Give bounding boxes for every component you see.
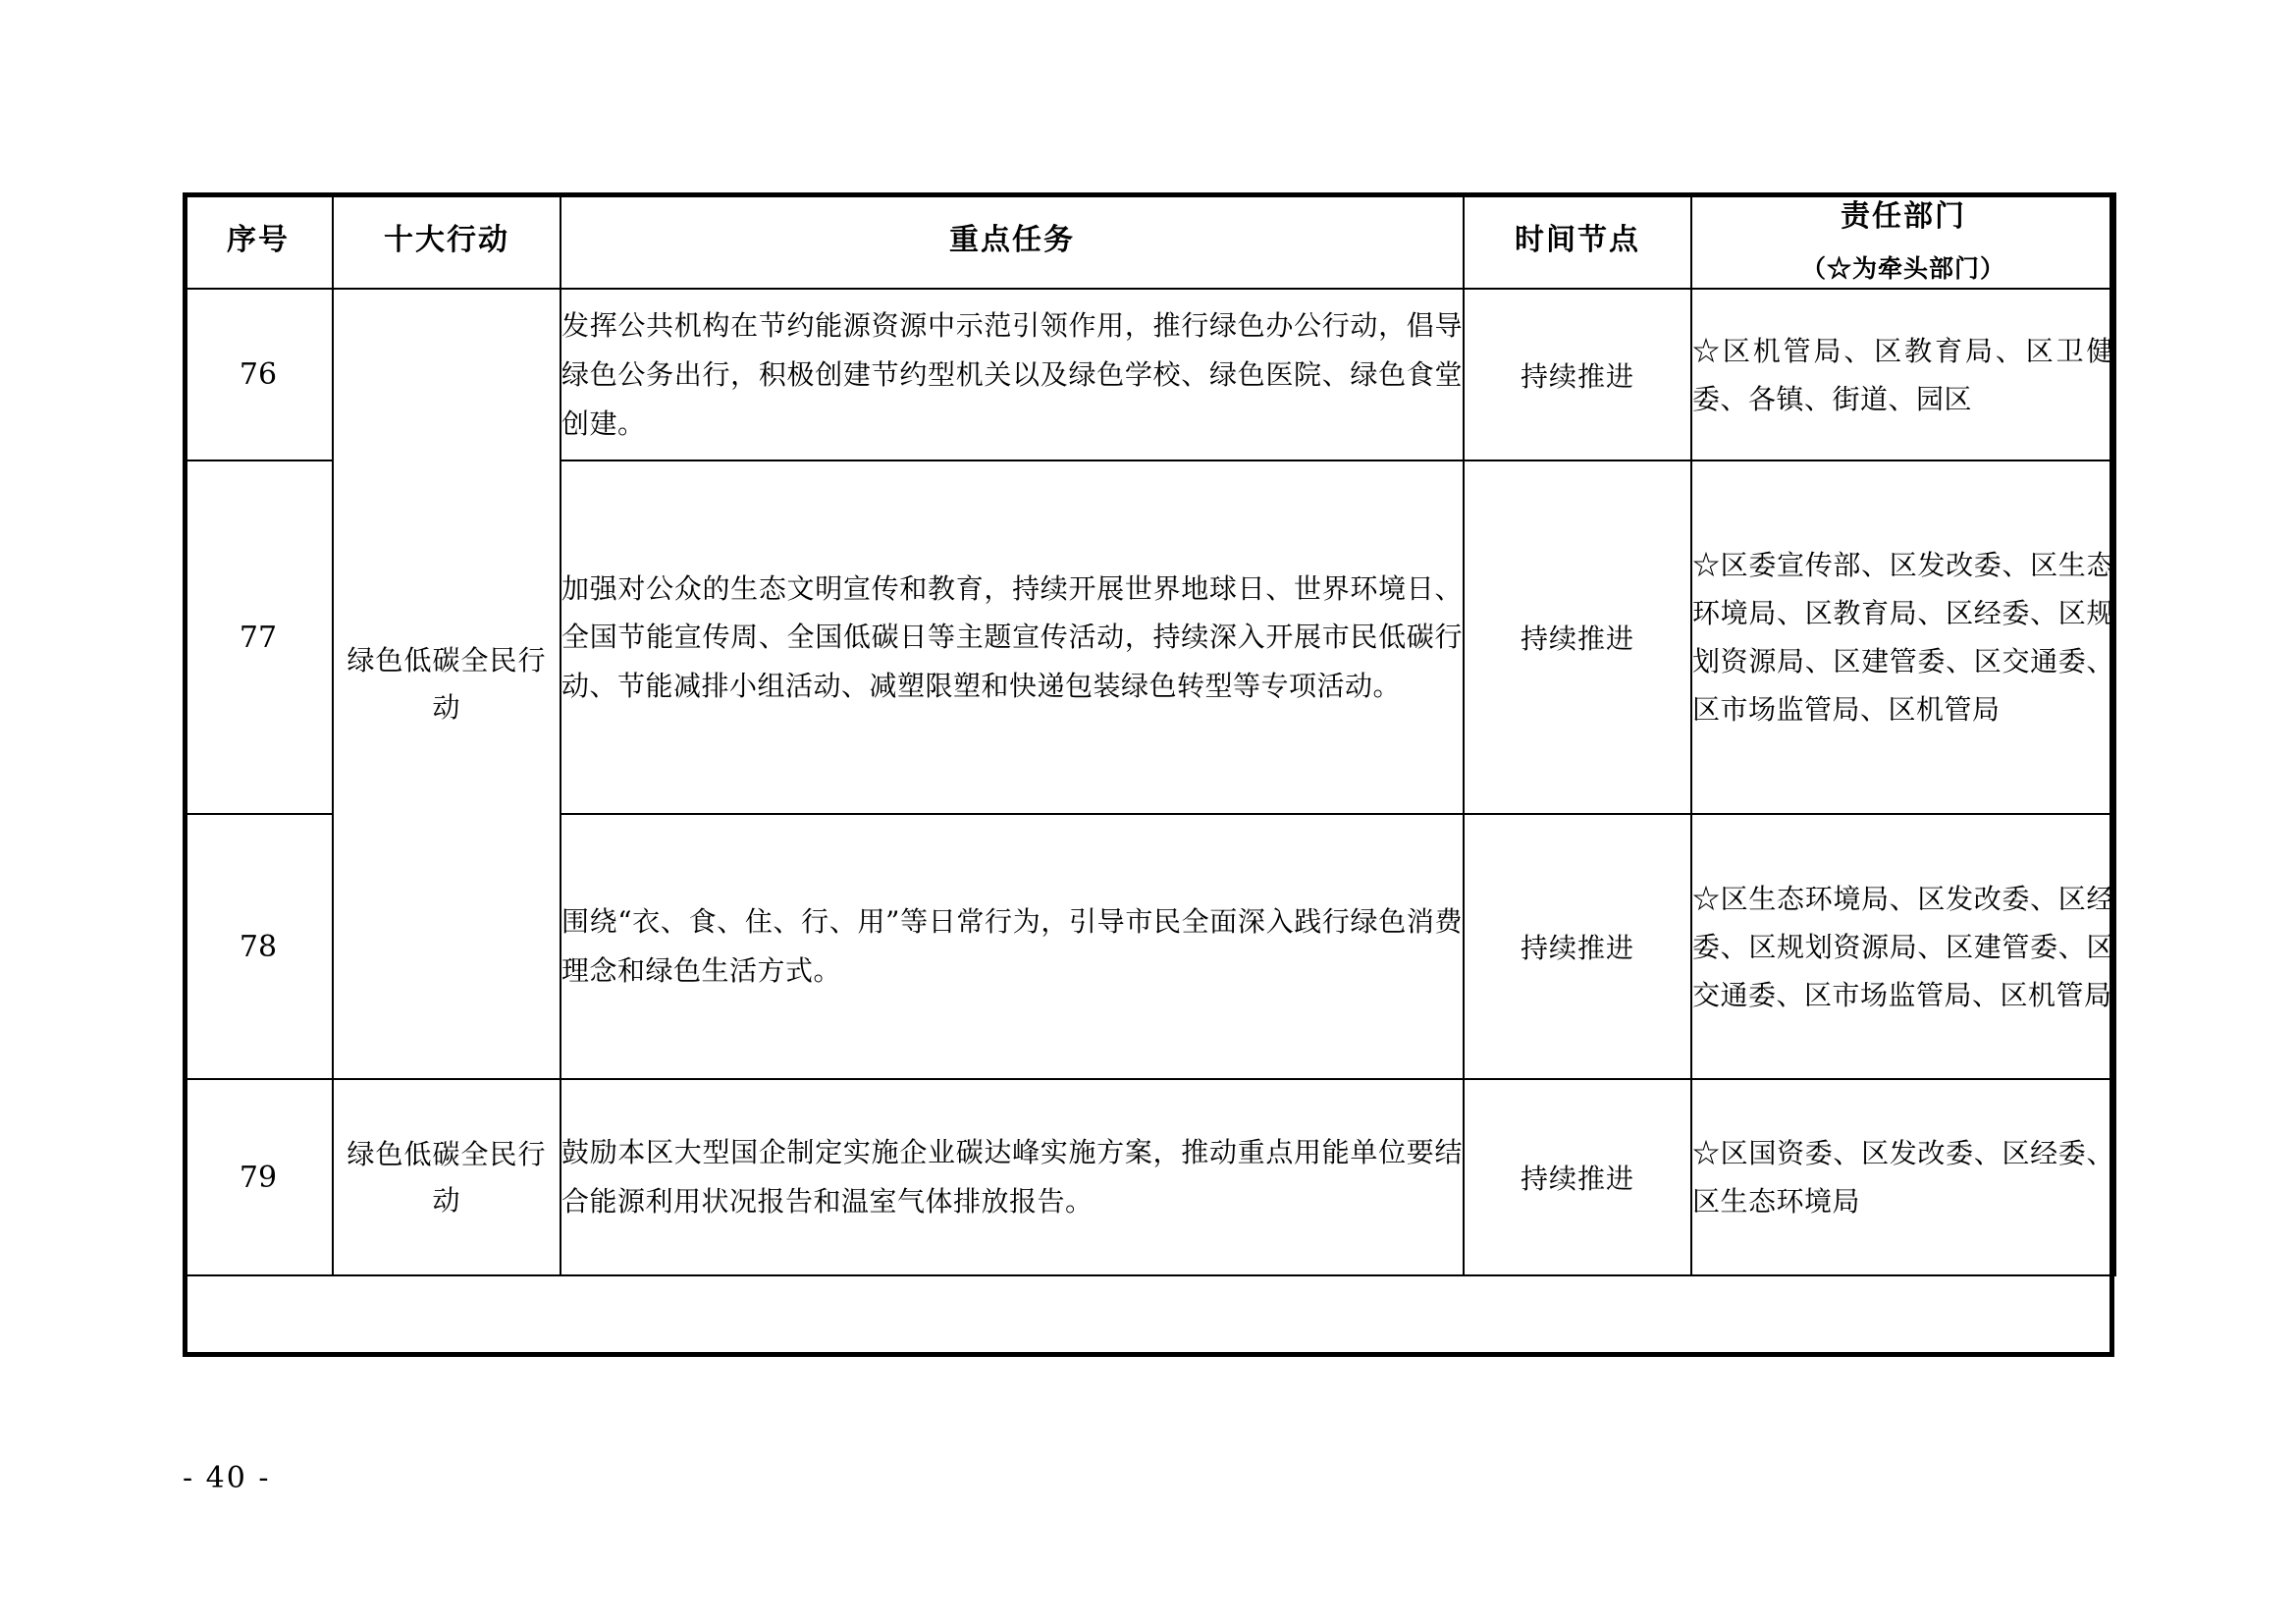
cell-time: 持续推进 bbox=[1464, 289, 1691, 460]
cell-time: 持续推进 bbox=[1464, 460, 1691, 814]
cell-dept: ☆区机管局、区教育局、区卫健委、各镇、街道、园区 bbox=[1691, 289, 2115, 460]
cell-time: 持续推进 bbox=[1464, 814, 1691, 1079]
cell-seq: 76 bbox=[184, 289, 333, 460]
cell-task: 发挥公共机构在节约能源资源中示范引领作用，推行绿色办公行动，倡导绿色公务出行，积极创建节约型机关以及绿色学校、绿色医院、绿色食堂创建。 bbox=[561, 289, 1464, 460]
cell-action: 绿色低碳全民行动 bbox=[333, 289, 561, 1079]
cell-task: 鼓励本区大型国企制定实施企业碳达峰实施方案，推动重点用能单位要结合能源利用状况报告和温室气体排放报告。 bbox=[561, 1079, 1464, 1275]
header-task: 重点任务 bbox=[561, 193, 1464, 289]
tasks-table bbox=[183, 192, 2116, 1276]
cell-dept: ☆区国资委、区发改委、区经委、区生态环境局 bbox=[1691, 1079, 2115, 1275]
table-header bbox=[184, 193, 2115, 289]
cell-task: 加强对公众的生态文明宣传和教育，持续开展世界地球日、世界环境日、全国节能宣传周、全国低碳日等主题宣传活动，持续深入开展市民低碳行动、节能减排小组活动、减塑限塑和快递包装绿色转型等专项活动。 bbox=[561, 460, 1464, 814]
table-header-row bbox=[184, 193, 2115, 289]
header-action: 十大行动 bbox=[333, 193, 561, 289]
table-row bbox=[184, 289, 2115, 460]
header-time: 时间节点 bbox=[1464, 193, 1691, 289]
header-dept-title: 责任部门 bbox=[1841, 199, 1966, 234]
cell-time: 持续推进 bbox=[1464, 1079, 1691, 1275]
cell-dept: ☆区委宣传部、区发改委、区生态环境局、区教育局、区经委、区规划资源局、区建管委、区交通委、区市场监管局、区机管局 bbox=[1691, 460, 2115, 814]
header-seq: 序号 bbox=[184, 193, 333, 289]
cell-seq: 78 bbox=[184, 814, 333, 1079]
cell-seq: 79 bbox=[184, 1079, 333, 1275]
cell-dept: ☆区生态环境局、区发改委、区经委、区规划资源局、区建管委、区交通委、区市场监管局、区机管局 bbox=[1691, 814, 2115, 1079]
cell-action: 绿色低碳全民行动 bbox=[333, 1079, 561, 1275]
cell-seq: 77 bbox=[184, 460, 333, 814]
table-body bbox=[184, 289, 2115, 1275]
cell-task: 围绕“衣、食、住、行、用”等日常行为，引导市民全面深入践行绿色消费理念和绿色生活方式。 bbox=[561, 814, 1464, 1079]
header-dept-note: （☆为牵头部门） bbox=[1800, 253, 2005, 283]
page-number: - 40 - bbox=[183, 1461, 271, 1495]
header-dept bbox=[1691, 193, 2115, 289]
table-row bbox=[184, 1079, 2115, 1275]
